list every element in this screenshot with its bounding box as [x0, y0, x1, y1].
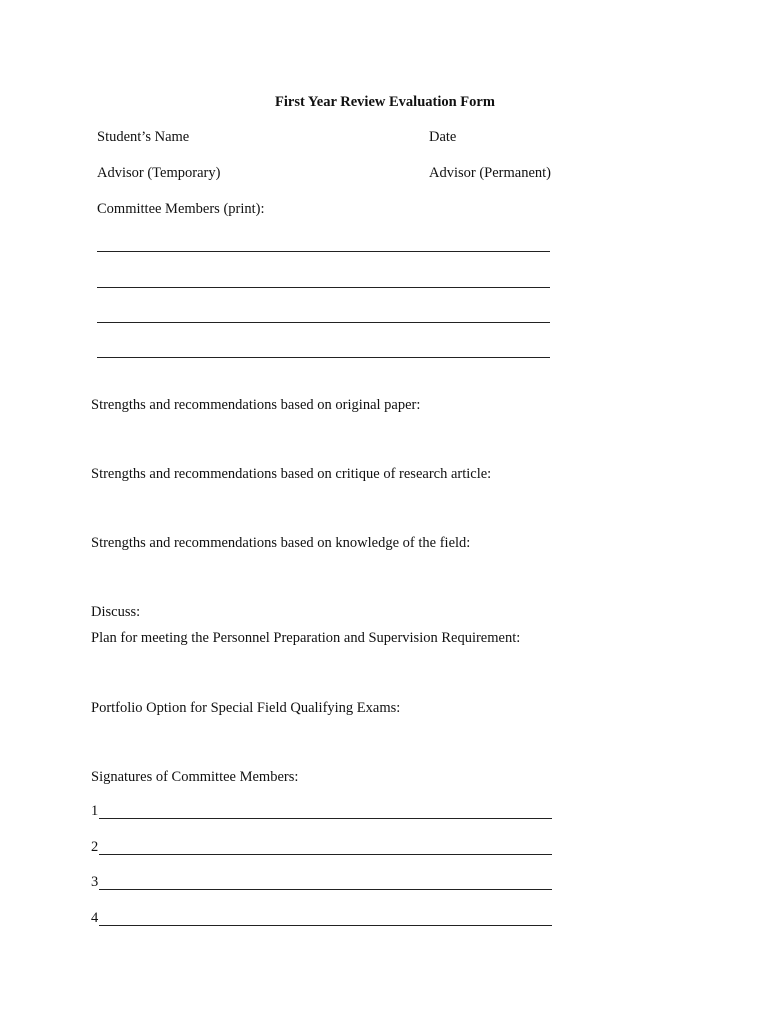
signature-number: 1	[91, 803, 99, 819]
plan-requirement-label: Plan for meeting the Personnel Preparation and Supervision Requirement:	[91, 630, 521, 646]
signature-row-1	[91, 804, 552, 819]
signature-number: 2	[91, 839, 99, 855]
signature-line-3[interactable]	[99, 876, 552, 890]
signature-line-1[interactable]	[99, 805, 552, 819]
signature-row-3	[91, 875, 552, 890]
signature-number: 3	[91, 874, 99, 890]
committee-member-line-1[interactable]	[97, 251, 550, 252]
committee-members-label: Committee Members (print):	[97, 201, 265, 217]
advisor-permanent-label: Advisor (Permanent)	[429, 165, 552, 181]
signature-line-4[interactable]	[99, 912, 552, 926]
committee-member-line-3[interactable]	[97, 322, 550, 323]
discuss-label: Discuss:	[91, 604, 141, 620]
strengths-critique-label: Strengths and recommendations based on critique of research article:	[91, 466, 492, 482]
signature-row-2	[91, 840, 552, 855]
advisor-temporary-label: Advisor (Temporary)	[97, 165, 221, 181]
portfolio-option-label: Portfolio Option for Special Field Qualifying Exams:	[91, 700, 401, 716]
committee-member-line-4[interactable]	[97, 357, 550, 358]
signature-row-4	[91, 911, 552, 926]
student-name-label: Student’s Name	[97, 129, 190, 145]
strengths-original-paper-label: Strengths and recommendations based on original paper:	[91, 397, 421, 413]
page-title: First Year Review Evaluation Form	[275, 94, 495, 110]
signature-number: 4	[91, 910, 99, 926]
committee-member-line-2[interactable]	[97, 287, 550, 288]
signatures-label: Signatures of Committee Members:	[91, 769, 299, 785]
date-label: Date	[429, 129, 457, 145]
strengths-knowledge-label: Strengths and recommendations based on knowledge of the field:	[91, 535, 471, 551]
signature-line-2[interactable]	[99, 841, 552, 855]
